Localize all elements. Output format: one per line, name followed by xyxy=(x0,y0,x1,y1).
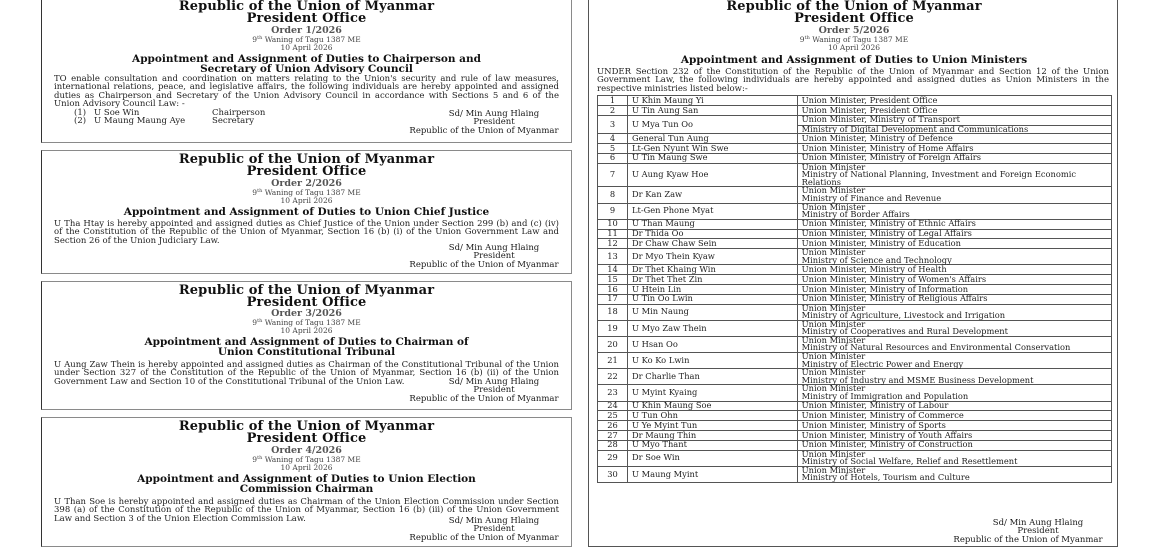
minister-number: 29 xyxy=(598,450,628,466)
minister-number: 5 xyxy=(598,144,628,154)
minister-duty-line: Union Minister, Ministry of Labour xyxy=(801,400,949,411)
minister-duty-line: Union Minister xyxy=(801,161,866,172)
minister-name: Dr Thet Khaing Win xyxy=(627,265,797,275)
minister-number: 15 xyxy=(598,275,628,285)
minister-row xyxy=(598,466,1112,482)
minister-name: U Tin Aung San xyxy=(627,106,797,116)
order-4-notice xyxy=(41,417,572,547)
minister-duty-line: Union Minister xyxy=(801,464,866,475)
minister-duty-line: Ministry of Immigration and Population xyxy=(801,391,969,402)
minister-duty-line: Union Minister xyxy=(801,247,866,258)
minister-duty-line: Union Minister, Ministry of Ethnic Affairs xyxy=(801,218,976,229)
minister-duty-line: Ministry of Industry and MSME Business Development xyxy=(801,374,1034,385)
minister-name: U Hsan Oo xyxy=(627,336,797,352)
minister-duty xyxy=(797,203,1111,219)
minister-number: 24 xyxy=(598,401,628,411)
signature-block: Sd/ Min Aung Hlaing President Republic of the Union of Myanmar xyxy=(409,243,559,270)
minister-name: Dr Thet Thet Zin xyxy=(627,275,797,285)
minister-row xyxy=(598,203,1112,219)
minister-number: 18 xyxy=(598,304,628,320)
minister-duty xyxy=(797,163,1111,187)
minister-duty xyxy=(797,304,1111,320)
minister-row xyxy=(598,163,1112,187)
minister-name: Dr Soe Win xyxy=(627,450,797,466)
minister-number: 7 xyxy=(598,163,628,187)
minister-duty-line: Union Minister, Ministry of Home Affairs xyxy=(801,142,974,153)
order-title: Appointment and Assignment of Duties to Chairperson and Secretary of Union Advisory Council xyxy=(132,53,481,75)
minister-number: 21 xyxy=(598,353,628,369)
minister-duty-line: Union Minister xyxy=(801,383,866,394)
minister-row xyxy=(598,320,1112,336)
order-date-gregorian: 10 April 2026 xyxy=(828,43,880,52)
minister-number: 19 xyxy=(598,320,628,336)
minister-name: U Khin Maung Yi xyxy=(627,96,797,106)
minister-name: Dr Charlie Than xyxy=(627,369,797,385)
minister-name: Lt-Gen Nyunt Win Swe xyxy=(627,144,797,154)
minister-duty-line: Union Minister, Ministry of Information xyxy=(801,283,969,294)
minister-duty xyxy=(797,385,1111,401)
minister-number: 11 xyxy=(598,229,628,239)
order-body: UNDER Section 232 of the Constitution of the Republic of the Union of Myanmar and Section 12 of the Union Government Law, the following individuals are hereby appointed and assigned duties as Union Ministers in the respective ministries listed below:- xyxy=(597,67,1109,94)
minister-duty-line: Union Minister xyxy=(801,448,866,459)
minister-duty-line: Union Minister, Ministry of Education xyxy=(801,237,961,248)
minister-duty-line: Union Minister, Ministry of Commerce xyxy=(801,410,964,421)
order-date-gregorian: 10 April 2026 xyxy=(280,463,333,472)
minister-duty-line: Union Minister xyxy=(801,351,866,362)
order-date-gregorian: 10 April 2026 xyxy=(280,196,333,205)
minister-name: U Mya Tun Oo xyxy=(627,115,797,133)
minister-duty-line: Union Minister, Ministry of Women's Affairs xyxy=(801,273,987,284)
minister-name: U Khin Maung Soe xyxy=(627,401,797,411)
minister-duty-line: Ministry of Cooperatives and Rural Development xyxy=(801,326,1008,337)
minister-duty-line: Union Minister, Ministry of Foreign Affairs xyxy=(801,152,981,163)
minister-number: 25 xyxy=(598,411,628,421)
minister-name: U Ko Ko Lwin xyxy=(627,353,797,369)
minister-duty-line: Union Minister, Ministry of Sports xyxy=(801,419,946,430)
order-2-notice xyxy=(41,150,572,274)
minister-duty-line: Union Minister xyxy=(801,201,866,212)
order-header-republic: Republic of the Union of Myanmar xyxy=(726,0,982,14)
order-title: Appointment and Assignment of Duties to Chairman of Union Constitutional Tribunal xyxy=(144,336,469,358)
order-header-office: President Office xyxy=(794,11,914,26)
minister-duty xyxy=(797,450,1111,466)
order-header-republic: Republic of the Union of Myanmar xyxy=(178,283,435,298)
minister-name: U Htein Lin xyxy=(627,284,797,294)
minister-name: U Maung Myint xyxy=(627,466,797,482)
minister-name: U Tin Maung Swe xyxy=(627,153,797,163)
minister-name: General Tun Aung xyxy=(627,134,797,144)
order-number: Order 1/2026 xyxy=(271,25,342,36)
minister-name: U Than Maung xyxy=(627,219,797,229)
minister-number: 27 xyxy=(598,431,628,441)
minister-duty xyxy=(797,249,1111,265)
minister-duty xyxy=(797,466,1111,482)
minister-duty-line: Ministry of Natural Resources and Environmental Conservation xyxy=(801,342,1071,353)
appointee-row: (1) U Soe Win Chairperson xyxy=(74,107,266,118)
minister-name: U Myint Kyaing xyxy=(627,385,797,401)
order-number: Order 4/2026 xyxy=(271,445,342,456)
minister-duty-line: Ministry of Hotels, Tourism and Culture xyxy=(801,472,970,483)
order-date-me: 9th Waning of Tagu 1387 ME xyxy=(252,318,361,327)
minister-duty-line: Ministry of Social Welfare, Relief and Resettlement xyxy=(801,456,1018,467)
minister-name: U Ye Myint Tun xyxy=(627,421,797,431)
minister-name: Dr Chaw Chaw Sein xyxy=(627,239,797,249)
minister-name: U Myo Zaw Thein xyxy=(627,320,797,336)
minister-number: 12 xyxy=(598,239,628,249)
minister-number: 13 xyxy=(598,249,628,265)
minister-duty-line: Union Minister, Ministry of Defence xyxy=(801,132,953,143)
order-5-notice xyxy=(588,0,1118,547)
minister-number: 30 xyxy=(598,466,628,482)
minister-duty xyxy=(797,275,1111,285)
minister-duty xyxy=(797,187,1111,203)
order-3-notice xyxy=(41,281,572,410)
minister-duty-line: Union Minister xyxy=(801,302,866,313)
minister-number: 8 xyxy=(598,187,628,203)
ministers-table xyxy=(597,95,1112,483)
order-1-notice xyxy=(41,0,572,143)
order-date-gregorian: 10 April 2026 xyxy=(280,326,333,335)
minister-name: Dr Thida Oo xyxy=(627,229,797,239)
order-body: U Than Soe is hereby appointed and assigned duties as Chairman of the Union Election Commission under Section 398 (a) of the Constitution of the Republic of the Union of Myanmar, Section 16 (b) (iii) of the Union Government Law and Section 3 of the Union Election Commission Law. xyxy=(54,497,559,524)
order-title: Appointment and Assignment of Duties to Union Chief Justice xyxy=(123,206,490,218)
minister-number: 20 xyxy=(598,336,628,352)
minister-duty-line: Union Minister, Ministry of Construction xyxy=(801,439,973,450)
signature-block: Sd/ Min Aung Hlaing President Republic of the Union of Myanmar xyxy=(409,516,559,543)
order-header-republic: Republic of the Union of Myanmar xyxy=(178,0,435,14)
minister-number: 28 xyxy=(598,440,628,450)
minister-number: 23 xyxy=(598,385,628,401)
minister-name: U Myo Thant xyxy=(627,440,797,450)
minister-number: 17 xyxy=(598,294,628,304)
signature-block: Sd/ Min Aung Hlaing President Republic of the Union of Myanmar xyxy=(409,377,559,404)
minister-row xyxy=(598,249,1112,265)
appointee-row: (2) U Maung Maung Aye Secretary xyxy=(74,116,255,127)
minister-duty-line: Union Minister, Ministry of Health xyxy=(801,263,947,274)
minister-duty: Ministry of Digital Development and Communications xyxy=(797,125,1111,134)
minister-duty-line: Union Minister, Ministry of Youth Affairs xyxy=(801,429,973,440)
order-body: U Tha Htay is hereby appointed and assigned duties as Chief Justice of the Union under Section 299 (b) and (c) (iv) of the Constitution of the Republic of the Union of Myanmar, Section 16 (b) (i) of the Union Government Law and Section 26 of the Union Judiciary Law. xyxy=(54,219,559,246)
minister-duty-line: Union Minister, Ministry of Legal Affairs xyxy=(801,228,972,239)
minister-number: 3 xyxy=(598,115,628,133)
minister-duty-line: Ministry of Finance and Revenue xyxy=(801,192,942,203)
order-body: TO enable consultation and coordination on matters relating to the Union's security and rule of law measures, international relations, peace, and legislative affairs, the following individuals are hereby appointed and assigned duties as Chairperson and Secretary of the Union Advisory Council in accordance with Sections 5 and 6 of the Union Advisory Council Law: - xyxy=(54,74,559,110)
order-date-me: 9th Waning of Tagu 1387 ME xyxy=(252,188,361,197)
minister-number: 16 xyxy=(598,284,628,294)
order-body: U Aung Zaw Thein is hereby appointed and assigned duties as Chairman of the Constitutional Tribunal of the Union under Section 327 of the Constitution of the Republic of the Union of Myanmar, Section 16 (b) (ii) of the Union Government Law and Section 10 of the Constitutional Tribunal of the Union Law. xyxy=(54,360,559,387)
order-date-me: 9th Waning of Tagu 1387 ME xyxy=(799,35,909,44)
minister-name: U Aung Kyaw Hoe xyxy=(627,163,797,187)
order-header-office: President Office xyxy=(246,11,367,26)
minister-name: U Tin Oo Lwin xyxy=(627,294,797,304)
minister-duty-line: Ministry of Border Affairs xyxy=(801,209,910,220)
order-date-me: 9th Waning of Tagu 1387 ME xyxy=(252,35,361,44)
order-header-office: President Office xyxy=(246,164,367,179)
minister-duty-line: Union Minister xyxy=(801,318,866,329)
minister-duty-line: Ministry of National Planning, Investment and Foreign Economic Relations xyxy=(801,169,1077,187)
minister-name: Dr Kan Zaw xyxy=(627,187,797,203)
minister-duty-line: Union Minister, Ministry of Religious Affairs xyxy=(801,293,988,304)
order-number: Order 3/2026 xyxy=(271,308,342,319)
minister-number: 26 xyxy=(598,421,628,431)
signature-block: Sd/ Min Aung Hlaing President Republic of the Union of Myanmar xyxy=(409,109,559,136)
minister-row xyxy=(598,275,1112,285)
minister-number: 9 xyxy=(598,203,628,219)
order-header-republic: Republic of the Union of Myanmar xyxy=(178,419,435,434)
order-number: Order 2/2026 xyxy=(271,178,342,189)
order-number: Order 5/2026 xyxy=(818,25,890,36)
minister-row xyxy=(598,450,1112,466)
order-header-republic: Republic of the Union of Myanmar xyxy=(178,152,435,167)
minister-number: 22 xyxy=(598,369,628,385)
minister-duty-line: Union Minister xyxy=(801,367,866,378)
minister-row xyxy=(598,187,1112,203)
minister-name: U Tun Ohn xyxy=(627,411,797,421)
minister-number: 10 xyxy=(598,219,628,229)
minister-duty-line: Ministry of Electric Power and Energy xyxy=(801,358,964,369)
minister-name: Dr Myo Thein Kyaw xyxy=(627,249,797,265)
order-title: Appointment and Assignment of Duties to Union Ministers xyxy=(680,54,1028,66)
minister-duty-line: Union Minister, President Office xyxy=(801,104,938,115)
minister-number: 4 xyxy=(598,134,628,144)
minister-number: 1 xyxy=(598,96,628,106)
minister-name: U Min Naung xyxy=(627,304,797,320)
minister-duty-line: Ministry of Science and Technology xyxy=(801,254,952,265)
minister-row xyxy=(598,304,1112,320)
minister-duty-line: Union Minister, President Office xyxy=(801,94,938,105)
order-title: Appointment and Assignment of Duties to Union Election Commission Chairman xyxy=(137,473,476,495)
minister-duty-line: Union Minister xyxy=(801,334,866,345)
minister-number: 14 xyxy=(598,265,628,275)
order-date-me: 9th Waning of Tagu 1387 ME xyxy=(252,455,361,464)
minister-name: Lt-Gen Phone Myat xyxy=(627,203,797,219)
minister-name: Dr Maung Thin xyxy=(627,431,797,441)
order-header-office: President Office xyxy=(246,431,367,446)
minister-number: 6 xyxy=(598,153,628,163)
order-header-office: President Office xyxy=(246,295,367,310)
minister-duty xyxy=(797,320,1111,336)
order-date-gregorian: 10 April 2026 xyxy=(280,43,333,52)
minister-duty-line: Union Minister xyxy=(801,185,866,196)
minister-duty-line: Ministry of Agriculture, Livestock and Irrigation xyxy=(801,310,1006,321)
minister-row xyxy=(598,385,1112,401)
minister-duty: Union Minister, Ministry of Transport xyxy=(797,115,1111,125)
minister-number: 2 xyxy=(598,106,628,116)
signature-block: Sd/ Min Aung Hlaing President Republic of the Union of Myanmar xyxy=(953,518,1103,545)
